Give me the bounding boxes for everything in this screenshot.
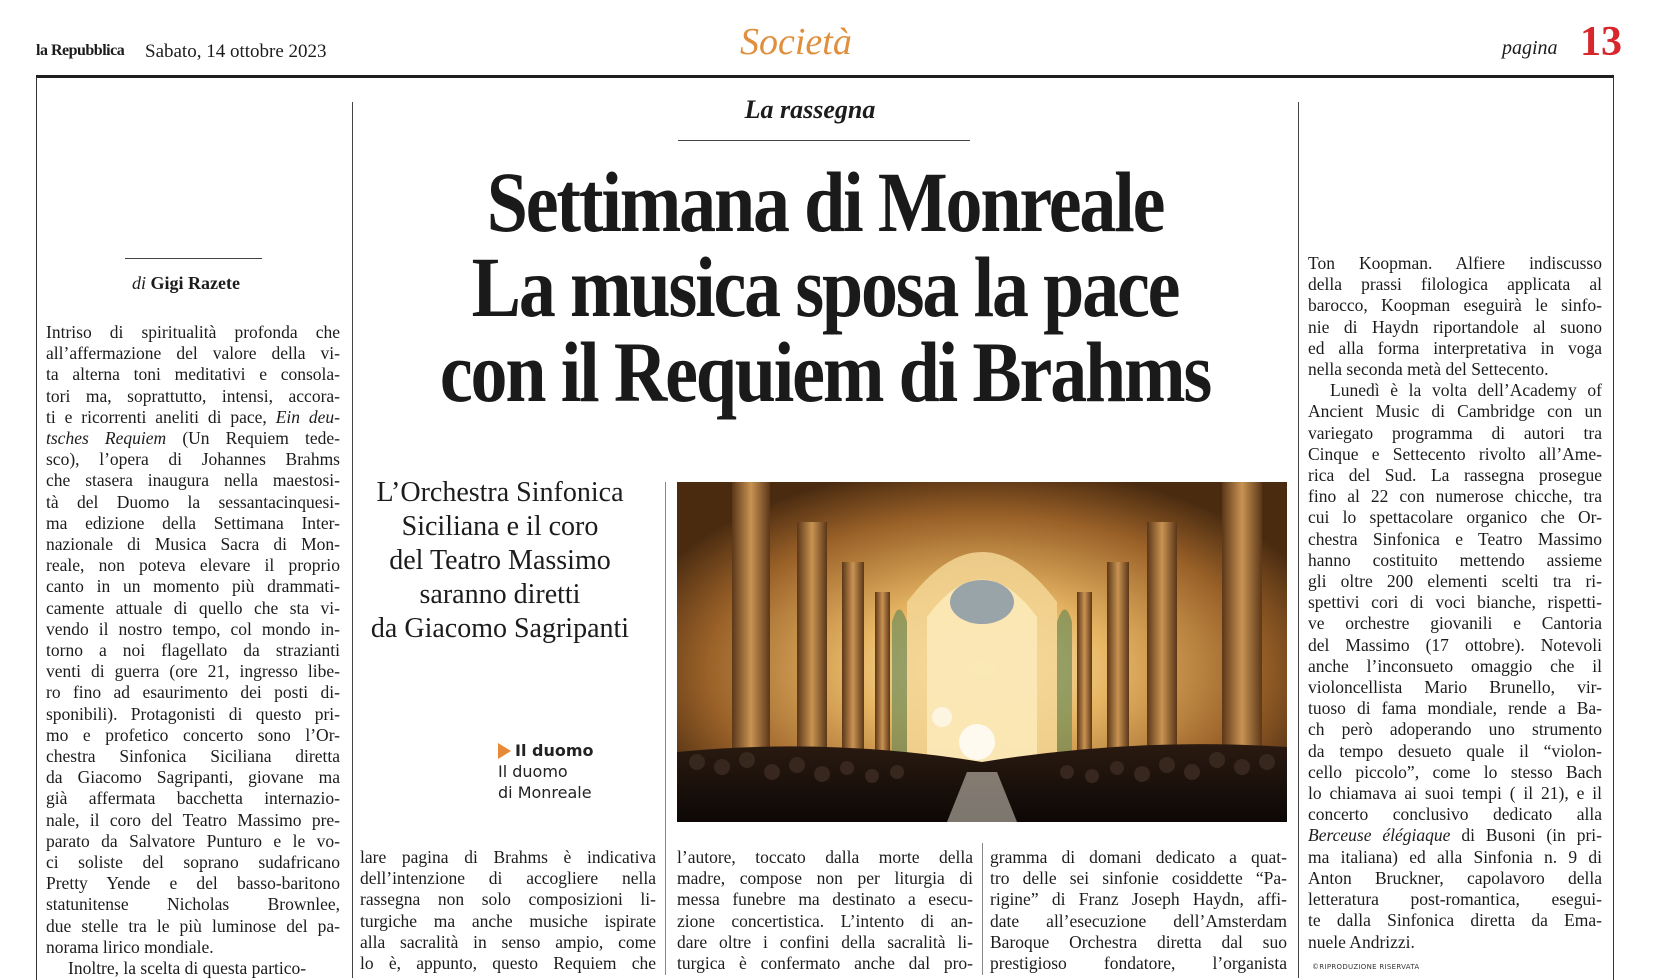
text-line: torno a noi flagellato da strazianti <box>46 640 340 661</box>
headline-line: La musica sposa la pace <box>471 239 1179 335</box>
column-divider <box>665 482 666 975</box>
text-line: ro fino ad esaurimento dei posti di- <box>46 682 340 703</box>
section-title: Società <box>740 21 852 63</box>
headline-line: Settimana di Monreale <box>486 154 1164 250</box>
text-line: nale, il coro del Teatro Massimo pre- <box>46 809 340 830</box>
text-line: lo è, appunto, questo Requiem che <box>360 953 656 974</box>
text-line: chestra Sinfonica Siciliana diretta <box>46 746 340 767</box>
text-line: Ton Koopman. Alfiere indiscusso <box>1308 253 1602 273</box>
text-line: nazionale di Musica Sacra di Mon- <box>46 534 340 555</box>
text-line: lare pagina di Brahms è indicativa <box>360 847 656 867</box>
text-line: tori ma, soprattutto, intensi, accora- <box>46 385 340 406</box>
masthead-logo: la Repubblica <box>36 42 125 59</box>
text-line: Inoltre, la scelta di questa partico- <box>68 958 307 979</box>
text-line: già affermata bacchetta internazio- <box>46 788 340 809</box>
text-line: tro delle sei sinfonie cosiddette “Pa- <box>990 868 1287 889</box>
text-line: all’affermazione del valore della vi- <box>46 343 340 364</box>
caption-line: Il duomo <box>498 762 568 781</box>
text-line: Intriso di spiritualità profonda che <box>46 322 340 342</box>
text-line: cello piccolo”, come lo stesso Bach <box>1308 761 1602 782</box>
text-line: spettivi cori di voci bianche, rispetti- <box>1308 592 1602 613</box>
text-line: tuoso di fama mondiale, rende a Ba- <box>1308 698 1602 719</box>
text-line: sponibili). Protagonisti di questo pri- <box>46 703 340 724</box>
page-label: pagina <box>1502 37 1558 59</box>
text-line: prestigioso fondatore, l’organista <box>990 953 1287 974</box>
page-number: 13 <box>1580 19 1622 65</box>
text-line: alla sacralità in senso ampio, come <box>360 931 656 952</box>
text-line: ed alla forma interpretativa in voga <box>1308 337 1602 358</box>
text-line: vendo il nostro tempo, col mondo in- <box>46 618 340 639</box>
text-line: date all’esecuzione dell’Amsterdam <box>990 910 1287 931</box>
text-line: tsches Requiem (Un Requiem tede- <box>46 428 340 449</box>
text-line: ci soliste del soprano sudafricano <box>46 852 340 873</box>
headline-line: con il Requiem di Brahms <box>439 324 1211 420</box>
text-line: barocco, Koopman eseguirà le sinfo- <box>1308 295 1602 316</box>
text-line: due stelle tra le più luminose del pa- <box>46 915 340 936</box>
caption-line: di Monreale <box>498 783 592 802</box>
text-line: cui lo spettacolare organico che Or- <box>1308 507 1602 528</box>
text-line: canto in un momento più drammati- <box>46 576 340 597</box>
text-line: venti di guerra (ore 21, ingresso libe- <box>46 661 340 682</box>
frame-left-rule <box>36 77 37 980</box>
byline-rule <box>125 258 262 259</box>
text-line: ma edizione della Settimana Inter- <box>46 512 340 533</box>
deck <box>350 476 650 646</box>
text-line: parato da Salvatore Punturo e le vo- <box>46 830 340 851</box>
text-line: rassegna non solo composizioni li- <box>360 889 656 910</box>
frame-right-rule <box>1613 77 1614 980</box>
text-line: Ancient Music di Cambridge con un <box>1308 401 1602 422</box>
text-line: nella seconda metà del Settecento. <box>1308 359 1549 380</box>
text-line: camente attuale di quello che sta vi- <box>46 597 340 618</box>
text-line: concerto conclusivo dedicato alla <box>1308 804 1602 825</box>
text-line: nie di Haydn riportandole al suono <box>1308 316 1602 337</box>
text-line: ch però adoperando uno strumento <box>1308 719 1602 740</box>
column-divider <box>1298 102 1299 978</box>
text-line: zione concertistica. L’intento di an- <box>677 910 973 931</box>
text-line: rica del Sud. La rassegna prosegue <box>1308 465 1602 486</box>
article-column-5 <box>1308 253 1602 953</box>
text-line: letteratura post-romantica, esegui- <box>1308 889 1602 910</box>
text-line: lo chiamava ai suoi tempi ( il 21), e il <box>1308 783 1602 804</box>
text-line: Berceuse élégiaque di Busoni (in pri- <box>1308 825 1602 846</box>
text-line: mo e profetico concerto sono l’Or- <box>46 724 340 745</box>
text-line: della prassi filologica applicata al <box>1308 274 1602 295</box>
text-line: messa funebre ma destinato a esecu- <box>677 889 973 910</box>
text-line: Pretty Yende e del basso-baritono <box>46 873 340 894</box>
text-line: Lunedì è la volta dell’Academy of <box>1330 380 1602 401</box>
kicker: La rassegna <box>744 95 876 124</box>
text-line: madre, compose non per liturgia di <box>677 868 973 889</box>
text-line: tà del Duomo la sessantacinquesi- <box>46 491 340 512</box>
text-line: Cinque e Settecento rivolto all’Ame- <box>1308 443 1602 464</box>
text-line: hanno costituito mettendo assieme <box>1308 549 1602 570</box>
text-line: gramma di domani dedicato a quat- <box>990 847 1287 867</box>
photo-caption <box>498 740 594 803</box>
text-line: da tempo desueto quale il “violon- <box>1308 740 1602 761</box>
caption-title-row <box>498 740 594 761</box>
deck-line: L’Orchestra Sinfonica <box>376 477 624 508</box>
text-line: ve orchestre giovanili e Cantoria <box>1308 613 1602 634</box>
text-line: del Massimo (17 ottobre). Notevoli <box>1308 634 1602 655</box>
play-triangle-icon <box>498 743 511 759</box>
dateline: Sabato, 14 ottobre 2023 <box>145 41 327 62</box>
column-divider <box>982 843 983 975</box>
text-line: reale, non poteva elevare il proprio <box>46 555 340 576</box>
text-line: fino al 22 con numerose chicche, tra <box>1308 486 1602 507</box>
cathedral-photo <box>677 482 1287 822</box>
text-line: sco), l’opera di Johannes Brahms <box>46 449 340 470</box>
text-line: che stasera inaugura nella maestosi- <box>46 470 340 491</box>
text-line: ta alterna toni meditativi e consola- <box>46 364 340 385</box>
article-column-3 <box>677 847 973 974</box>
article-column-1 <box>46 322 340 979</box>
text-line: turgica è confermato anche dal pro- <box>677 953 973 974</box>
byline <box>36 273 336 294</box>
text-line: dare oltre i confini della sacralità li- <box>677 931 973 952</box>
text-line: turgiche ma anche musiche ispirate <box>360 910 656 931</box>
byline-author: Gigi Razete <box>150 273 240 293</box>
text-line: te dalla Sinfonica diretta da Ema- <box>1308 910 1602 931</box>
text-line: variegato programma di autori tra <box>1308 422 1602 443</box>
deck-line: del Teatro Massimo <box>389 545 611 576</box>
text-line: ma italiana) ed alla Sinfonia n. 9 di <box>1308 846 1602 867</box>
text-line: rigine” di Franz Joseph Haydn, affi- <box>990 889 1287 910</box>
deck-line: da Giacomo Sagripanti <box>370 613 630 644</box>
article-column-4 <box>990 847 1287 974</box>
header-rule <box>36 75 1614 78</box>
headline <box>421 154 1229 420</box>
article-column-2 <box>360 847 656 974</box>
text-line: anche l’inconsueto omaggio che il <box>1308 655 1602 676</box>
copyright-notice: ©RIPRODUZIONE RISERVATA <box>1312 963 1420 971</box>
text-line: statunitense Nicholas Brownlee, <box>46 894 340 915</box>
text-line: l’autore, toccato dalla morte della <box>677 847 973 867</box>
text-line: ti e ricorrenti aneliti di pace, Ein deu- <box>46 406 340 427</box>
text-line: chestra Sinfonica e Teatro Massimo <box>1308 528 1602 549</box>
deck-line: Siciliana e il coro <box>401 511 599 542</box>
text-line: Anton Bruckner, capolavoro della <box>1308 867 1602 888</box>
kicker-rule <box>678 140 970 141</box>
text-line: Baroque Orchestra diretta dal suo <box>990 931 1287 952</box>
caption-title: Il duomo <box>515 741 594 760</box>
byline-prefix: di <box>132 273 147 293</box>
text-line: violoncellista Mario Brunello, vir- <box>1308 677 1602 698</box>
text-line: norama lirico mondiale. <box>46 936 214 957</box>
text-line: gli oltre 200 elementi scelti tra ri- <box>1308 571 1602 592</box>
text-line: da Giacomo Sagripanti, giovane ma <box>46 767 340 788</box>
text-line: dell’intenzione di accogliere nella <box>360 868 656 889</box>
deck-line: saranno diretti <box>419 579 581 610</box>
text-line: nuele Andrizzi. <box>1308 931 1415 952</box>
